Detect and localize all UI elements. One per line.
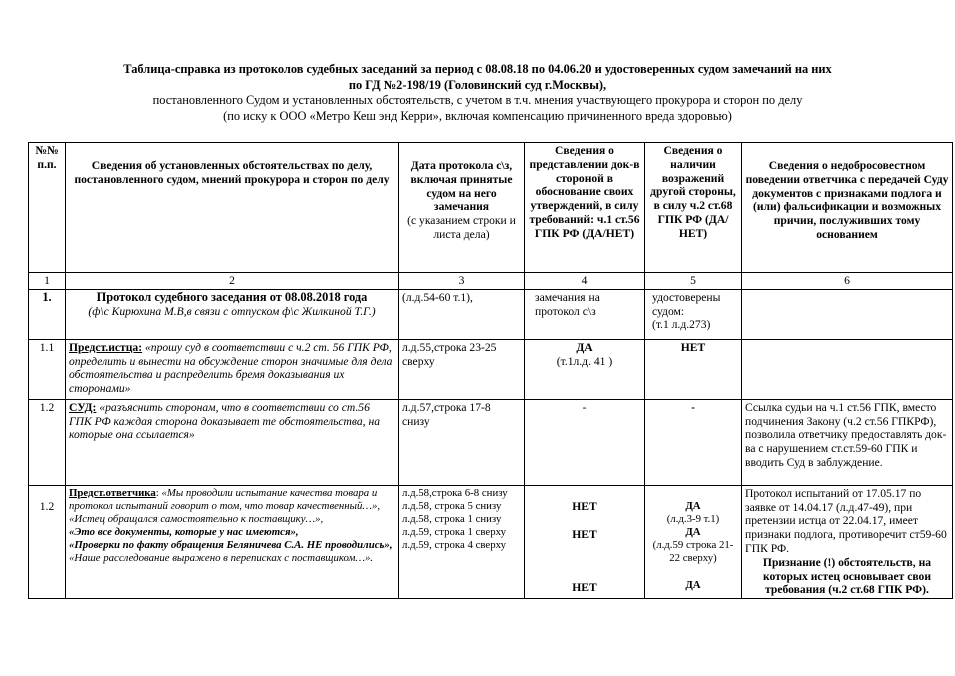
evidence-cell (525, 339, 645, 399)
statement-text: «прошу суд в соответствии с ч.2 ст. 56 ГПК РФ, определить и вынести на обсуждение сторон значимые для дела обстоятельства и распределить бремя доказывания их сторонами» (69, 340, 393, 396)
objection-value-2: ДА (685, 525, 701, 538)
protocol-secretary: (ф\с Кирюхина М.В,в связи с отпуском ф\с Жилкиной Т.Г.) (88, 304, 376, 318)
document-title-line-1: Таблица-справка из протоколов судебных заседаний за период с 08.08.18 по 04.06.20 и удостоверенных судом замечаний на них (123, 62, 832, 76)
column-numbers-row (29, 273, 953, 290)
statement-quote-4: «Проверки по факту обращения Беляничева С.А. НЕ проводились», (69, 538, 393, 551)
statement-reference-1: л.д.58,строка 6-8 снизу (402, 486, 508, 499)
statement-reference: л.д.55,строка 23-25 сверху (399, 339, 525, 399)
statement-cell (66, 339, 399, 399)
statement-quote-3: «Это все документы, которые у нас имеются», (69, 525, 299, 538)
header-objections: Сведения о наличии возражений другой стороны, в силу ч.2 ст.68 ГПК РФ (ДА/НЕТ) (645, 143, 742, 273)
bad-faith-cell (742, 485, 953, 598)
statement-speaker: Предст.истца: (69, 340, 143, 354)
evidence-value-2: НЕТ (572, 527, 597, 541)
table-row (29, 485, 953, 598)
empty-cell (742, 339, 953, 399)
evidence-value: - (525, 399, 645, 485)
header-protocol-date-note: (с указанием строки и листа дела) (407, 214, 516, 241)
header-bad-faith: Сведения о недобросовестном поведении ответчика с передачей Суду документов с признаками подлога и (или) фальсификации и возможных причин, послуживших тому основанием (742, 143, 953, 273)
statement-colon: : (155, 486, 159, 499)
document-title-line-2: по ГД №2-198/19 (Головинский суд г.Москвы), (348, 77, 607, 92)
column-number-4: 4 (525, 273, 645, 290)
empty-cell (742, 289, 953, 339)
evidence-reference: (т.1л.д. 41 ) (556, 354, 613, 368)
statement-speaker: Предст.ответчика (69, 486, 156, 499)
objection-reference-2: (л.д.59 строка 21-22 сверху) (652, 538, 734, 564)
header-circumstances: Сведения об установленных обстоятельствах по делу, постановленного судом, мнений прокурора и сторон по делу (66, 143, 399, 273)
statement-quote-5: «Наше расследование выражено в переписках с поставщиком…». (69, 551, 374, 564)
protocol-title: Протокол судебного заседания от 08.08.2018 года (96, 289, 368, 304)
column-number-1: 1 (29, 273, 66, 290)
evidence-value-3: НЕТ (572, 581, 597, 595)
statement-reference-2: л.д.58, строка 5 снизу (402, 499, 502, 512)
row-number: 1.2 (29, 399, 66, 485)
protocol-certified-text: удостоверены судом: (652, 290, 721, 318)
protocol-certified-ref: (т.1 л.д.273) (652, 318, 711, 332)
objection-value: НЕТ (645, 339, 742, 399)
row-number: 1.2 (29, 485, 66, 598)
objection-value-1: ДА (685, 499, 701, 512)
document-subtitle-line-1: постановленного Судом и установленных обстоятельств, с учетом в т.ч. мнения участвующего прокурора и сторон по делу (152, 93, 803, 107)
statement-reference: л.д.57,строка 17-8 снизу (399, 399, 525, 485)
statement-quote-2: «Истец обращался самостоятельно к поставщику…», (69, 512, 324, 525)
statement-speaker: СУД: (69, 400, 97, 414)
evidence-value-1: НЕТ (572, 499, 597, 513)
objection-cell (645, 485, 742, 598)
statement-text: «разъяснить сторонам, что в соответствии со ст.56 ГПК РФ каждая сторона доказывает те обстоятельства, на которые она ссылается» (69, 400, 381, 442)
column-number-2: 2 (66, 273, 399, 290)
column-number-6: 6 (742, 273, 953, 290)
document-heading (0, 62, 955, 124)
objection-value-3: ДА (685, 578, 701, 591)
bad-faith-text: Протокол испытаний от 17.05.17 по заявке от 14.04.17 (л.д.47-49), при претензии истца от 22.04.17, имеет признаки подлога, противоречит ст59-60 ГПК РФ. (745, 486, 947, 555)
document-subtitle-line-2: (по иску к ООО «Метро Кеш энд Керри», включая компенсацию причиненного вреда здоровью) (223, 108, 732, 123)
column-number-5: 5 (645, 273, 742, 290)
table-row (29, 339, 953, 399)
statement-cell (66, 485, 399, 598)
protocol-remarks: замечания на протокол с\з (525, 289, 645, 339)
statement-quote-1: «Мы проводили испытание качества товара и протокол испытаний говорит о том, что товар качественный…», (69, 486, 381, 512)
statement-references (399, 485, 525, 598)
row-number: 1.1 (29, 339, 66, 399)
header-number: №№ п.п. (29, 143, 66, 273)
header-evidence: Сведения о представлении док-в стороной в обоснование своих утверждений, в силу требований: ч.1 ст.56 ГПК РФ (ДА/НЕТ) (525, 143, 645, 273)
evidence-cell (525, 485, 645, 598)
table-row (29, 289, 953, 339)
header-protocol-date (399, 143, 525, 273)
bad-faith-note: Ссылка судьи на ч.1 ст.56 ГПК, вместо подчинения Закону (ч.2 ст.56 ГПКРФ), позволила ответчику предоставлять док-ва с нарушением ст.ст.59-60 ГПК и вводить Суд в заблуждение. (742, 399, 953, 485)
table-header-row (29, 143, 953, 273)
column-number-3: 3 (399, 273, 525, 290)
objection-value: - (645, 399, 742, 485)
table-row (29, 399, 953, 485)
protocol-cell (66, 289, 399, 339)
court-records-table (28, 142, 953, 599)
statement-reference-4: л.д.59, строка 1 сверху (402, 525, 506, 538)
admission-text: Признание (!) обстоятельств, на которых истец основывает свои требования (ч.2 ст.68 ГПК РФ). (762, 555, 932, 597)
row-number: 1. (29, 289, 66, 339)
statement-reference-3: л.д.58, строка 1 снизу (402, 512, 502, 525)
protocol-certified (645, 289, 742, 339)
objection-reference-1: (л.д.3-9 т.1) (666, 512, 720, 525)
header-protocol-date-bold: Дата протокола с\з, включая принятые судом на него замечания (410, 159, 513, 214)
evidence-value: ДА (576, 340, 593, 354)
statement-cell (66, 399, 399, 485)
statement-reference-5: л.д.59, строка 4 сверху (402, 538, 506, 551)
protocol-reference: (л.д.54-60 т.1), (399, 289, 525, 339)
